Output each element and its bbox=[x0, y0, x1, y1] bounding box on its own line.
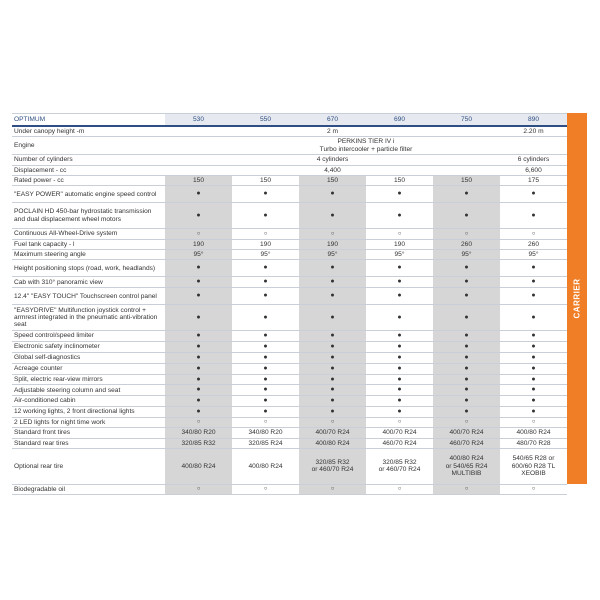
spec-cell: 400/80 R24 bbox=[232, 448, 299, 484]
spec-cell: ● bbox=[232, 186, 299, 203]
spec-row bbox=[12, 438, 567, 448]
spec-cell: ● bbox=[500, 363, 567, 374]
spec-cell: ● bbox=[433, 352, 500, 363]
model-690-header: 690 bbox=[366, 114, 433, 127]
spec-cell: ● bbox=[165, 374, 232, 385]
spec-cell: 400/80 R24 bbox=[500, 428, 567, 438]
spec-cell: 95° bbox=[433, 250, 500, 260]
spec-cell: 400/80 R24 bbox=[165, 448, 232, 484]
spec-cell: 400/70 R24 bbox=[299, 428, 366, 438]
spec-cell: ● bbox=[433, 277, 500, 288]
spec-cell: ● bbox=[366, 396, 433, 407]
spec-row bbox=[12, 250, 567, 260]
spec-cell: ○ bbox=[433, 229, 500, 239]
spec-cell: ● bbox=[500, 352, 567, 363]
spec-cell: ● bbox=[232, 277, 299, 288]
spec-cell: 2 m bbox=[165, 126, 500, 137]
spec-cell: ● bbox=[165, 407, 232, 418]
spec-cell: ○ bbox=[165, 417, 232, 427]
spec-cell: ● bbox=[366, 363, 433, 374]
header-row bbox=[12, 114, 567, 127]
spec-row-label: "EASYDRIVE" Multifunction joystick control + armrest integrated in the pneumatic anti-vibration seat bbox=[12, 305, 165, 331]
spec-cell: ○ bbox=[299, 484, 366, 494]
spec-cell: ● bbox=[299, 203, 366, 229]
spec-cell: ● bbox=[433, 260, 500, 277]
spec-cell: 190 bbox=[232, 239, 299, 249]
spec-cell: 150 bbox=[433, 175, 500, 185]
spec-cell: ● bbox=[500, 277, 567, 288]
spec-cell: ● bbox=[232, 305, 299, 331]
spec-cell: ● bbox=[366, 186, 433, 203]
spec-row bbox=[12, 288, 567, 305]
spec-cell: ● bbox=[232, 352, 299, 363]
spec-cell: ● bbox=[299, 396, 366, 407]
spec-cell: ● bbox=[165, 331, 232, 342]
spec-cell: ○ bbox=[232, 229, 299, 239]
spec-cell: 320/85 R32 or 460/70 R24 bbox=[366, 448, 433, 484]
spec-cell: 260 bbox=[500, 239, 567, 249]
spec-cell: ○ bbox=[165, 484, 232, 494]
spec-cell: ● bbox=[433, 305, 500, 331]
spec-cell: ● bbox=[165, 363, 232, 374]
spec-cell: ● bbox=[299, 288, 366, 305]
spec-cell: ● bbox=[366, 305, 433, 331]
spec-cell: ○ bbox=[366, 229, 433, 239]
spec-cell: ● bbox=[299, 374, 366, 385]
spec-row-label: Height positioning stops (road, work, headlands) bbox=[12, 260, 165, 277]
spec-cell: 400/80 R24 bbox=[299, 438, 366, 448]
spec-cell: 340/80 R20 bbox=[232, 428, 299, 438]
spec-row-label: Rated power - cc bbox=[12, 175, 165, 185]
spec-row bbox=[12, 407, 567, 418]
spec-cell: ● bbox=[299, 305, 366, 331]
spec-cell: 260 bbox=[433, 239, 500, 249]
spec-cell: 2.20 m bbox=[500, 126, 567, 137]
spec-cell: 95° bbox=[366, 250, 433, 260]
spec-row bbox=[12, 186, 567, 203]
spec-cell: ○ bbox=[165, 229, 232, 239]
spec-row bbox=[12, 374, 567, 385]
spec-cell: PERKINS TIER IV i Turbo intercooler + particle filter bbox=[165, 137, 567, 155]
spec-row-label: Engine bbox=[12, 137, 165, 155]
spec-cell: ● bbox=[165, 305, 232, 331]
spec-cell: ● bbox=[366, 352, 433, 363]
spec-cell: ● bbox=[366, 260, 433, 277]
spec-row bbox=[12, 428, 567, 438]
spec-cell: 175 bbox=[500, 175, 567, 185]
spec-row-label: Air-conditioned cabin bbox=[12, 396, 165, 407]
spec-row-label: Maximum steering angle bbox=[12, 250, 165, 260]
model-750-header: 750 bbox=[433, 114, 500, 127]
spec-cell: ● bbox=[366, 385, 433, 396]
spec-row-label: Standard front tires bbox=[12, 428, 165, 438]
spec-cell: 540/65 R28 or 600/60 R28 TL XEOBIB bbox=[500, 448, 567, 484]
spec-cell: ● bbox=[299, 260, 366, 277]
spec-cell: ● bbox=[433, 374, 500, 385]
spec-row-label: "EASY POWER" automatic engine speed control bbox=[12, 186, 165, 203]
spec-row-label: Adjustable steering column and seat bbox=[12, 385, 165, 396]
spec-cell: ○ bbox=[500, 229, 567, 239]
spec-cell: ● bbox=[433, 186, 500, 203]
spec-cell: ○ bbox=[433, 417, 500, 427]
spec-row-label: Number of cylinders bbox=[12, 155, 165, 165]
spec-row-label: Electronic safety inclinometer bbox=[12, 342, 165, 353]
model-890-header: 890 bbox=[500, 114, 567, 127]
spec-cell: ○ bbox=[500, 484, 567, 494]
spec-row-label: Under canopy height -m bbox=[12, 126, 165, 137]
spec-cell: ○ bbox=[232, 417, 299, 427]
spec-cell: ● bbox=[500, 407, 567, 418]
spec-row bbox=[12, 203, 567, 229]
spec-table-body bbox=[12, 126, 567, 495]
spec-cell: ● bbox=[366, 203, 433, 229]
spec-cell: ● bbox=[299, 385, 366, 396]
spec-cell: ● bbox=[232, 385, 299, 396]
spec-cell: ● bbox=[165, 203, 232, 229]
spec-cell: ● bbox=[232, 363, 299, 374]
spec-row bbox=[12, 385, 567, 396]
spec-row-label: Displacement - cc bbox=[12, 165, 165, 175]
spec-row bbox=[12, 352, 567, 363]
spec-cell: ● bbox=[433, 331, 500, 342]
spec-cell: ● bbox=[299, 277, 366, 288]
spec-cell: ● bbox=[165, 288, 232, 305]
spec-cell: ● bbox=[299, 342, 366, 353]
model-670-header: 670 bbox=[299, 114, 366, 127]
spec-cell: ● bbox=[366, 407, 433, 418]
spec-cell: ● bbox=[232, 260, 299, 277]
spec-cell: ● bbox=[433, 342, 500, 353]
spec-cell: 150 bbox=[232, 175, 299, 185]
spec-row bbox=[12, 417, 567, 427]
spec-cell: 480/70 R28 bbox=[500, 438, 567, 448]
spec-row bbox=[12, 342, 567, 353]
spec-cell: 95° bbox=[232, 250, 299, 260]
spec-row bbox=[12, 229, 567, 239]
spec-row-label: Global self-diagnostics bbox=[12, 352, 165, 363]
spec-cell: 150 bbox=[165, 175, 232, 185]
spec-row bbox=[12, 239, 567, 249]
spec-cell: ● bbox=[165, 396, 232, 407]
spec-cell: ○ bbox=[366, 484, 433, 494]
spec-row-label: 12.4" "EASY TOUCH" Touchscreen control panel bbox=[12, 288, 165, 305]
spec-cell: ● bbox=[299, 352, 366, 363]
spec-cell: 190 bbox=[366, 239, 433, 249]
spec-cell: ● bbox=[433, 407, 500, 418]
spec-row bbox=[12, 260, 567, 277]
spec-cell: ● bbox=[500, 186, 567, 203]
spec-cell: ● bbox=[433, 288, 500, 305]
spec-table bbox=[12, 113, 567, 495]
spec-cell: 4 cylinders bbox=[165, 155, 500, 165]
spec-cell: ○ bbox=[299, 417, 366, 427]
spec-cell: ● bbox=[165, 385, 232, 396]
spec-row-label: Cab with 310° panoramic view bbox=[12, 277, 165, 288]
spec-row bbox=[12, 277, 567, 288]
spec-row-label: Split, electric rear-view mirrors bbox=[12, 374, 165, 385]
model-530-header: 530 bbox=[165, 114, 232, 127]
spec-cell: 4,400 bbox=[165, 165, 500, 175]
spec-cell: 6,600 bbox=[500, 165, 567, 175]
spec-row bbox=[12, 126, 567, 137]
spec-cell: ○ bbox=[232, 484, 299, 494]
spec-cell: ● bbox=[366, 331, 433, 342]
spec-row bbox=[12, 305, 567, 331]
spec-cell: 400/70 R24 bbox=[433, 428, 500, 438]
spec-cell: 320/85 R32 bbox=[165, 438, 232, 448]
spec-row bbox=[12, 484, 567, 494]
spec-row bbox=[12, 448, 567, 484]
spec-row bbox=[12, 137, 567, 155]
spec-row-label: Speed control/speed limiter bbox=[12, 331, 165, 342]
spec-cell: ● bbox=[366, 374, 433, 385]
spec-cell: ● bbox=[500, 305, 567, 331]
spec-cell: 340/80 R20 bbox=[165, 428, 232, 438]
spec-row bbox=[12, 331, 567, 342]
spec-cell: 190 bbox=[165, 239, 232, 249]
spec-cell: 95° bbox=[500, 250, 567, 260]
spec-cell: ● bbox=[500, 260, 567, 277]
spec-cell: ● bbox=[433, 203, 500, 229]
spec-cell: ● bbox=[165, 352, 232, 363]
spec-cell: ● bbox=[500, 331, 567, 342]
spec-cell: ● bbox=[299, 331, 366, 342]
spec-cell: ● bbox=[500, 396, 567, 407]
spec-row-label: Standard rear tires bbox=[12, 438, 165, 448]
spec-cell: 190 bbox=[299, 239, 366, 249]
spec-cell: ● bbox=[299, 407, 366, 418]
spec-cell: 95° bbox=[165, 250, 232, 260]
spec-row bbox=[12, 363, 567, 374]
spec-cell: ○ bbox=[299, 229, 366, 239]
header-label: OPTIMUM bbox=[12, 114, 165, 127]
spec-cell: ○ bbox=[500, 417, 567, 427]
spec-cell: 320/85 R24 bbox=[232, 438, 299, 448]
spec-cell: ● bbox=[299, 186, 366, 203]
spec-row-label: 2 LED lights for night time work bbox=[12, 417, 165, 427]
spec-cell: ○ bbox=[433, 484, 500, 494]
spec-cell: ● bbox=[165, 277, 232, 288]
spec-row bbox=[12, 165, 567, 175]
spec-cell: ● bbox=[232, 407, 299, 418]
spec-cell: ○ bbox=[366, 417, 433, 427]
spec-row-label: Biodegradable oil bbox=[12, 484, 165, 494]
spec-cell: ● bbox=[366, 288, 433, 305]
spec-cell: ● bbox=[433, 396, 500, 407]
spec-cell: ● bbox=[232, 374, 299, 385]
spec-cell: ● bbox=[165, 260, 232, 277]
spec-row bbox=[12, 396, 567, 407]
spec-cell: ● bbox=[500, 374, 567, 385]
spec-row-label: 12 working lights, 2 front directional lights bbox=[12, 407, 165, 418]
spec-cell: ● bbox=[232, 288, 299, 305]
spec-cell: ● bbox=[232, 203, 299, 229]
spec-cell: ● bbox=[366, 277, 433, 288]
spec-row bbox=[12, 155, 567, 165]
spec-row-label: Continuous All-Wheel-Drive system bbox=[12, 229, 165, 239]
spec-row-label: Fuel tank capacity - l bbox=[12, 239, 165, 249]
spec-cell: ● bbox=[500, 203, 567, 229]
spec-row-label: Optional rear tire bbox=[12, 448, 165, 484]
spec-cell: ● bbox=[165, 342, 232, 353]
spec-cell: 150 bbox=[299, 175, 366, 185]
spec-cell: ● bbox=[500, 385, 567, 396]
spec-row-label: Acreage counter bbox=[12, 363, 165, 374]
spec-cell: ● bbox=[500, 342, 567, 353]
spec-cell: ● bbox=[232, 342, 299, 353]
spec-cell: ● bbox=[165, 186, 232, 203]
spec-cell: 460/70 R24 bbox=[366, 438, 433, 448]
spec-cell: ● bbox=[433, 363, 500, 374]
spec-row bbox=[12, 175, 567, 185]
spec-cell: ● bbox=[232, 396, 299, 407]
spec-cell: ● bbox=[232, 331, 299, 342]
spec-cell: 6 cylinders bbox=[500, 155, 567, 165]
spec-cell: 400/70 R24 bbox=[366, 428, 433, 438]
spec-cell: 460/70 R24 bbox=[433, 438, 500, 448]
spec-cell: ● bbox=[433, 385, 500, 396]
carrier-side-bar bbox=[567, 113, 587, 484]
spec-cell: 320/85 R32 or 460/70 R24 bbox=[299, 448, 366, 484]
spec-cell: 95° bbox=[299, 250, 366, 260]
spec-cell: 400/80 R24 or 540/65 R24 MULTIBIB bbox=[433, 448, 500, 484]
carrier-label: CARRIER bbox=[572, 278, 582, 319]
spec-cell: 150 bbox=[366, 175, 433, 185]
spec-cell: ● bbox=[366, 342, 433, 353]
spec-row-label: POCLAIN HD 450-bar hydrostatic transmission and dual displacement wheel motors bbox=[12, 203, 165, 229]
spec-cell: ● bbox=[500, 288, 567, 305]
model-550-header: 550 bbox=[232, 114, 299, 127]
spec-cell: ● bbox=[299, 363, 366, 374]
